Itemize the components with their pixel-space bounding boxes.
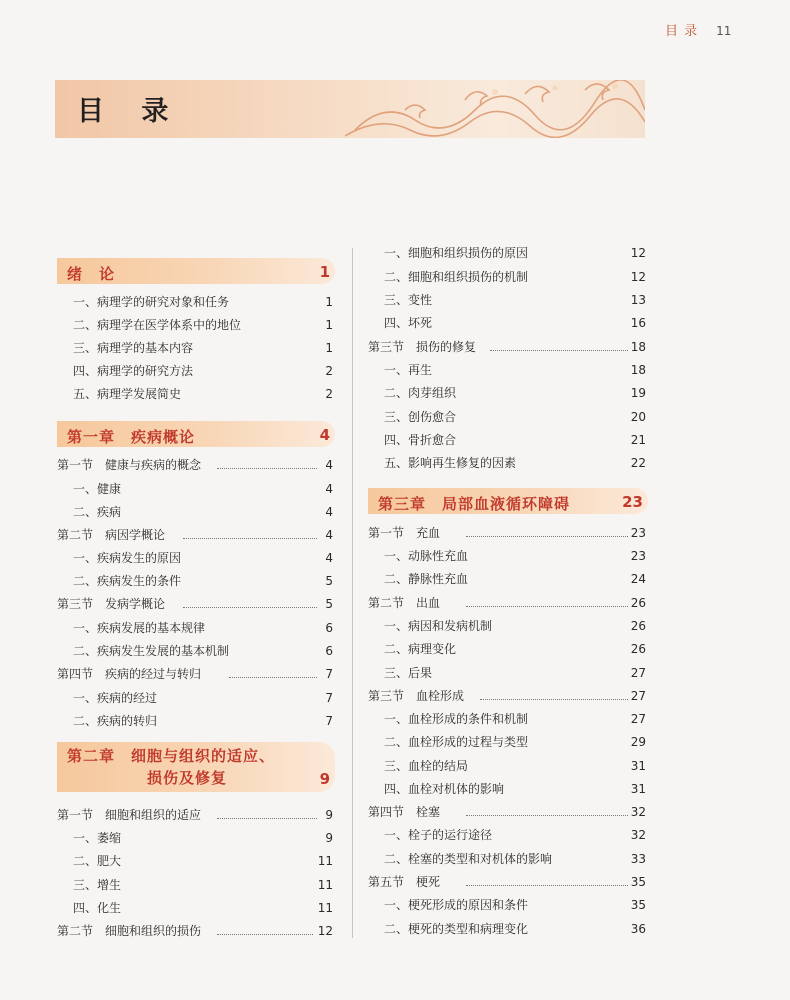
item-page: 23 bbox=[630, 549, 646, 563]
item-label: 二、病理学在医学体系中的地位 bbox=[73, 318, 242, 332]
item-label: 二、疾病发生的条件 bbox=[73, 574, 182, 588]
item-label: 一、血栓形成的条件和机制 bbox=[384, 712, 529, 726]
item-page: 24 bbox=[630, 572, 646, 586]
dot-leader bbox=[217, 934, 313, 935]
item-label: 五、影响再生修复的因素 bbox=[384, 456, 517, 470]
toc-item[interactable] bbox=[57, 385, 335, 403]
toc-section[interactable] bbox=[57, 526, 335, 544]
item-label: 二、疾病 bbox=[73, 505, 122, 519]
wave-decoration bbox=[345, 80, 645, 138]
toc-item[interactable] bbox=[57, 339, 335, 357]
toc-item[interactable] bbox=[57, 362, 335, 380]
item-page: 12 bbox=[630, 246, 646, 260]
item-page: 4 bbox=[325, 551, 333, 565]
toc-section[interactable] bbox=[57, 665, 335, 683]
item-label: 四、血栓对机体的影响 bbox=[384, 782, 505, 796]
item-label: 一、栓子的运行途径 bbox=[384, 828, 493, 842]
item-label: 四、化生 bbox=[73, 901, 122, 915]
item-page: 13 bbox=[630, 293, 646, 307]
chapter-intro[interactable] bbox=[57, 258, 335, 284]
dot-leader bbox=[466, 885, 628, 886]
item-page: 4 bbox=[325, 482, 333, 496]
item-page: 6 bbox=[325, 621, 333, 635]
item-label: 一、萎缩 bbox=[73, 831, 122, 845]
item-page: 26 bbox=[630, 619, 646, 633]
toc-item[interactable] bbox=[368, 268, 648, 286]
item-page: 1 bbox=[325, 318, 333, 332]
toc-item[interactable] bbox=[368, 733, 648, 751]
item-label: 二、疾病发生发展的基本机制 bbox=[73, 644, 230, 658]
chapter-page: 1 bbox=[319, 263, 330, 281]
item-label: 二、静脉性充血 bbox=[384, 572, 469, 586]
chapter-title bbox=[67, 745, 275, 789]
running-header bbox=[665, 20, 731, 39]
toc-item[interactable] bbox=[368, 547, 648, 565]
toc-item[interactable] bbox=[57, 480, 335, 498]
item-label: 一、动脉性充血 bbox=[384, 549, 469, 563]
toc-item[interactable] bbox=[368, 826, 648, 844]
chapter-title: 第三章 局部血液循环障碍 bbox=[378, 495, 571, 513]
toc-title-banner bbox=[55, 80, 645, 138]
page-number: 11 bbox=[716, 24, 732, 38]
section-page: 12 bbox=[317, 924, 333, 938]
toc-item[interactable] bbox=[368, 384, 648, 402]
section-label: 第三节 血栓形成 bbox=[368, 689, 465, 703]
chapter-3[interactable] bbox=[368, 488, 648, 514]
item-page: 18 bbox=[630, 363, 646, 377]
toc-section[interactable] bbox=[368, 338, 648, 356]
section-label: 第三节 损伤的修复 bbox=[368, 340, 477, 354]
page-title: 目 录 bbox=[77, 96, 183, 127]
item-label: 一、梗死形成的原因和条件 bbox=[384, 898, 529, 912]
section-page: 5 bbox=[325, 597, 333, 611]
item-page: 21 bbox=[630, 433, 646, 447]
section-page: 18 bbox=[630, 340, 646, 354]
toc-item[interactable] bbox=[57, 619, 335, 637]
section-page: 35 bbox=[630, 875, 646, 889]
toc-item[interactable] bbox=[368, 244, 648, 262]
toc-item[interactable] bbox=[368, 780, 648, 798]
item-page: 7 bbox=[325, 714, 333, 728]
item-page: 20 bbox=[630, 410, 646, 424]
toc-item[interactable] bbox=[368, 431, 648, 449]
item-label: 二、病理变化 bbox=[384, 642, 457, 656]
dot-leader bbox=[480, 699, 628, 700]
item-label: 四、坏死 bbox=[384, 316, 433, 330]
toc-item[interactable] bbox=[57, 899, 335, 917]
toc-item[interactable] bbox=[368, 314, 648, 332]
toc-item[interactable] bbox=[57, 549, 335, 567]
toc-section[interactable] bbox=[57, 456, 335, 474]
item-page: 22 bbox=[630, 456, 646, 470]
chapter-title-line1: 第二章 细胞与组织的适应、 bbox=[67, 747, 276, 765]
item-page: 36 bbox=[630, 922, 646, 936]
item-page: 11 bbox=[317, 878, 333, 892]
item-label: 一、疾病的经过 bbox=[73, 691, 158, 705]
toc-section[interactable] bbox=[368, 687, 648, 705]
chapter-title: 绪 论 bbox=[67, 265, 116, 283]
toc-item[interactable] bbox=[368, 710, 648, 728]
section-page: 32 bbox=[630, 805, 646, 819]
item-page: 26 bbox=[630, 642, 646, 656]
toc-item[interactable] bbox=[368, 896, 648, 914]
section-label: 第四节 疾病的经过与转归 bbox=[57, 667, 202, 681]
item-page: 35 bbox=[630, 898, 646, 912]
item-label: 二、肥大 bbox=[73, 854, 122, 868]
item-page: 2 bbox=[325, 387, 333, 401]
toc-item[interactable] bbox=[57, 712, 335, 730]
column-divider bbox=[352, 248, 353, 938]
item-page: 11 bbox=[317, 901, 333, 915]
item-label: 一、病因和发病机制 bbox=[384, 619, 493, 633]
chapter-page: 4 bbox=[319, 426, 330, 444]
running-header-title: 目 录 bbox=[665, 24, 699, 39]
item-label: 二、血栓形成的过程与类型 bbox=[384, 735, 529, 749]
toc-section[interactable] bbox=[368, 803, 648, 821]
toc-item[interactable] bbox=[368, 361, 648, 379]
item-label: 二、细胞和组织损伤的机制 bbox=[384, 270, 529, 284]
toc-item[interactable] bbox=[368, 617, 648, 635]
dot-leader bbox=[466, 606, 628, 607]
item-label: 四、骨折愈合 bbox=[384, 433, 457, 447]
item-page: 9 bbox=[325, 831, 333, 845]
toc-item[interactable] bbox=[57, 689, 335, 707]
item-page: 31 bbox=[630, 782, 646, 796]
item-page: 29 bbox=[630, 735, 646, 749]
item-page: 11 bbox=[317, 854, 333, 868]
item-label: 一、健康 bbox=[73, 482, 122, 496]
item-page: 1 bbox=[325, 341, 333, 355]
dot-leader bbox=[183, 538, 317, 539]
chapter-2[interactable] bbox=[57, 742, 335, 792]
section-page: 7 bbox=[325, 667, 333, 681]
toc-item[interactable] bbox=[57, 293, 335, 311]
item-page: 32 bbox=[630, 828, 646, 842]
item-label: 一、疾病发展的基本规律 bbox=[73, 621, 206, 635]
item-page: 6 bbox=[325, 644, 333, 658]
dot-leader bbox=[229, 677, 317, 678]
chapter-title: 第一章 疾病概论 bbox=[67, 428, 196, 446]
section-label: 第二节 出血 bbox=[368, 596, 441, 610]
section-label: 第四节 栓塞 bbox=[368, 805, 441, 819]
section-label: 第一节 细胞和组织的适应 bbox=[57, 808, 202, 822]
item-label: 三、变性 bbox=[384, 293, 433, 307]
item-label: 四、病理学的研究方法 bbox=[73, 364, 194, 378]
item-page: 16 bbox=[630, 316, 646, 330]
item-page: 31 bbox=[630, 759, 646, 773]
item-label: 一、细胞和组织损伤的原因 bbox=[384, 246, 529, 260]
toc-item[interactable] bbox=[57, 876, 335, 894]
toc-item[interactable] bbox=[368, 454, 648, 472]
item-label: 五、病理学发展简史 bbox=[73, 387, 182, 401]
item-page: 19 bbox=[630, 386, 646, 400]
section-label: 第二节 病因学概论 bbox=[57, 528, 166, 542]
item-label: 三、血栓的结局 bbox=[384, 759, 469, 773]
toc-item[interactable] bbox=[57, 852, 335, 870]
toc-item[interactable] bbox=[368, 408, 648, 426]
section-label: 第五节 梗死 bbox=[368, 875, 441, 889]
section-label: 第一节 充血 bbox=[368, 526, 441, 540]
dot-leader bbox=[466, 536, 628, 537]
toc-section[interactable] bbox=[368, 594, 648, 612]
item-page: 5 bbox=[325, 574, 333, 588]
item-label: 三、创伤愈合 bbox=[384, 410, 457, 424]
chapter-page: 23 bbox=[622, 493, 643, 511]
item-label: 三、后果 bbox=[384, 666, 433, 680]
section-page: 4 bbox=[325, 528, 333, 542]
item-label: 三、增生 bbox=[73, 878, 122, 892]
toc-item[interactable] bbox=[368, 570, 648, 588]
toc-item[interactable] bbox=[368, 291, 648, 309]
toc-item[interactable] bbox=[57, 316, 335, 334]
item-page: 4 bbox=[325, 505, 333, 519]
toc-section[interactable] bbox=[57, 595, 335, 613]
chapter-page: 9 bbox=[319, 770, 330, 788]
toc-section[interactable] bbox=[368, 873, 648, 891]
item-page: 1 bbox=[325, 295, 333, 309]
item-label: 一、疾病发生的原因 bbox=[73, 551, 182, 565]
chapter-1[interactable] bbox=[57, 421, 335, 447]
section-label: 第三节 发病学概论 bbox=[57, 597, 166, 611]
item-label: 二、栓塞的类型和对机体的影响 bbox=[384, 852, 553, 866]
section-page: 9 bbox=[325, 808, 333, 822]
item-page: 7 bbox=[325, 691, 333, 705]
toc-section[interactable] bbox=[57, 922, 335, 940]
item-label: 二、疾病的转归 bbox=[73, 714, 158, 728]
section-label: 第二节 细胞和组织的损伤 bbox=[57, 924, 202, 938]
item-page: 2 bbox=[325, 364, 333, 378]
item-label: 三、病理学的基本内容 bbox=[73, 341, 194, 355]
toc-section[interactable] bbox=[57, 806, 335, 824]
toc-item[interactable] bbox=[57, 503, 335, 521]
item-label: 一、病理学的研究对象和任务 bbox=[73, 295, 230, 309]
toc-item[interactable] bbox=[368, 640, 648, 658]
section-page: 4 bbox=[325, 458, 333, 472]
section-label: 第一节 健康与疾病的概念 bbox=[57, 458, 202, 472]
toc-section[interactable] bbox=[368, 524, 648, 542]
section-page: 27 bbox=[630, 689, 646, 703]
chapter-title-line2: 损伤及修复 bbox=[147, 769, 228, 787]
toc-item[interactable] bbox=[57, 572, 335, 590]
item-label: 二、肉芽组织 bbox=[384, 386, 457, 400]
dot-leader bbox=[217, 818, 317, 819]
item-page: 27 bbox=[630, 712, 646, 726]
dot-leader bbox=[490, 350, 628, 351]
dot-leader bbox=[466, 815, 628, 816]
dot-leader bbox=[217, 468, 317, 469]
item-page: 12 bbox=[630, 270, 646, 284]
toc-item[interactable] bbox=[368, 757, 648, 775]
toc-item[interactable] bbox=[368, 850, 648, 868]
item-label: 二、梗死的类型和病理变化 bbox=[384, 922, 529, 936]
item-page: 27 bbox=[630, 666, 646, 680]
toc-item[interactable] bbox=[57, 642, 335, 660]
item-page: 33 bbox=[630, 852, 646, 866]
item-label: 一、再生 bbox=[384, 363, 433, 377]
section-page: 26 bbox=[630, 596, 646, 610]
section-page: 23 bbox=[630, 526, 646, 540]
toc-item[interactable] bbox=[57, 829, 335, 847]
toc-item[interactable] bbox=[368, 664, 648, 682]
dot-leader bbox=[183, 607, 317, 608]
toc-item[interactable] bbox=[368, 920, 648, 938]
